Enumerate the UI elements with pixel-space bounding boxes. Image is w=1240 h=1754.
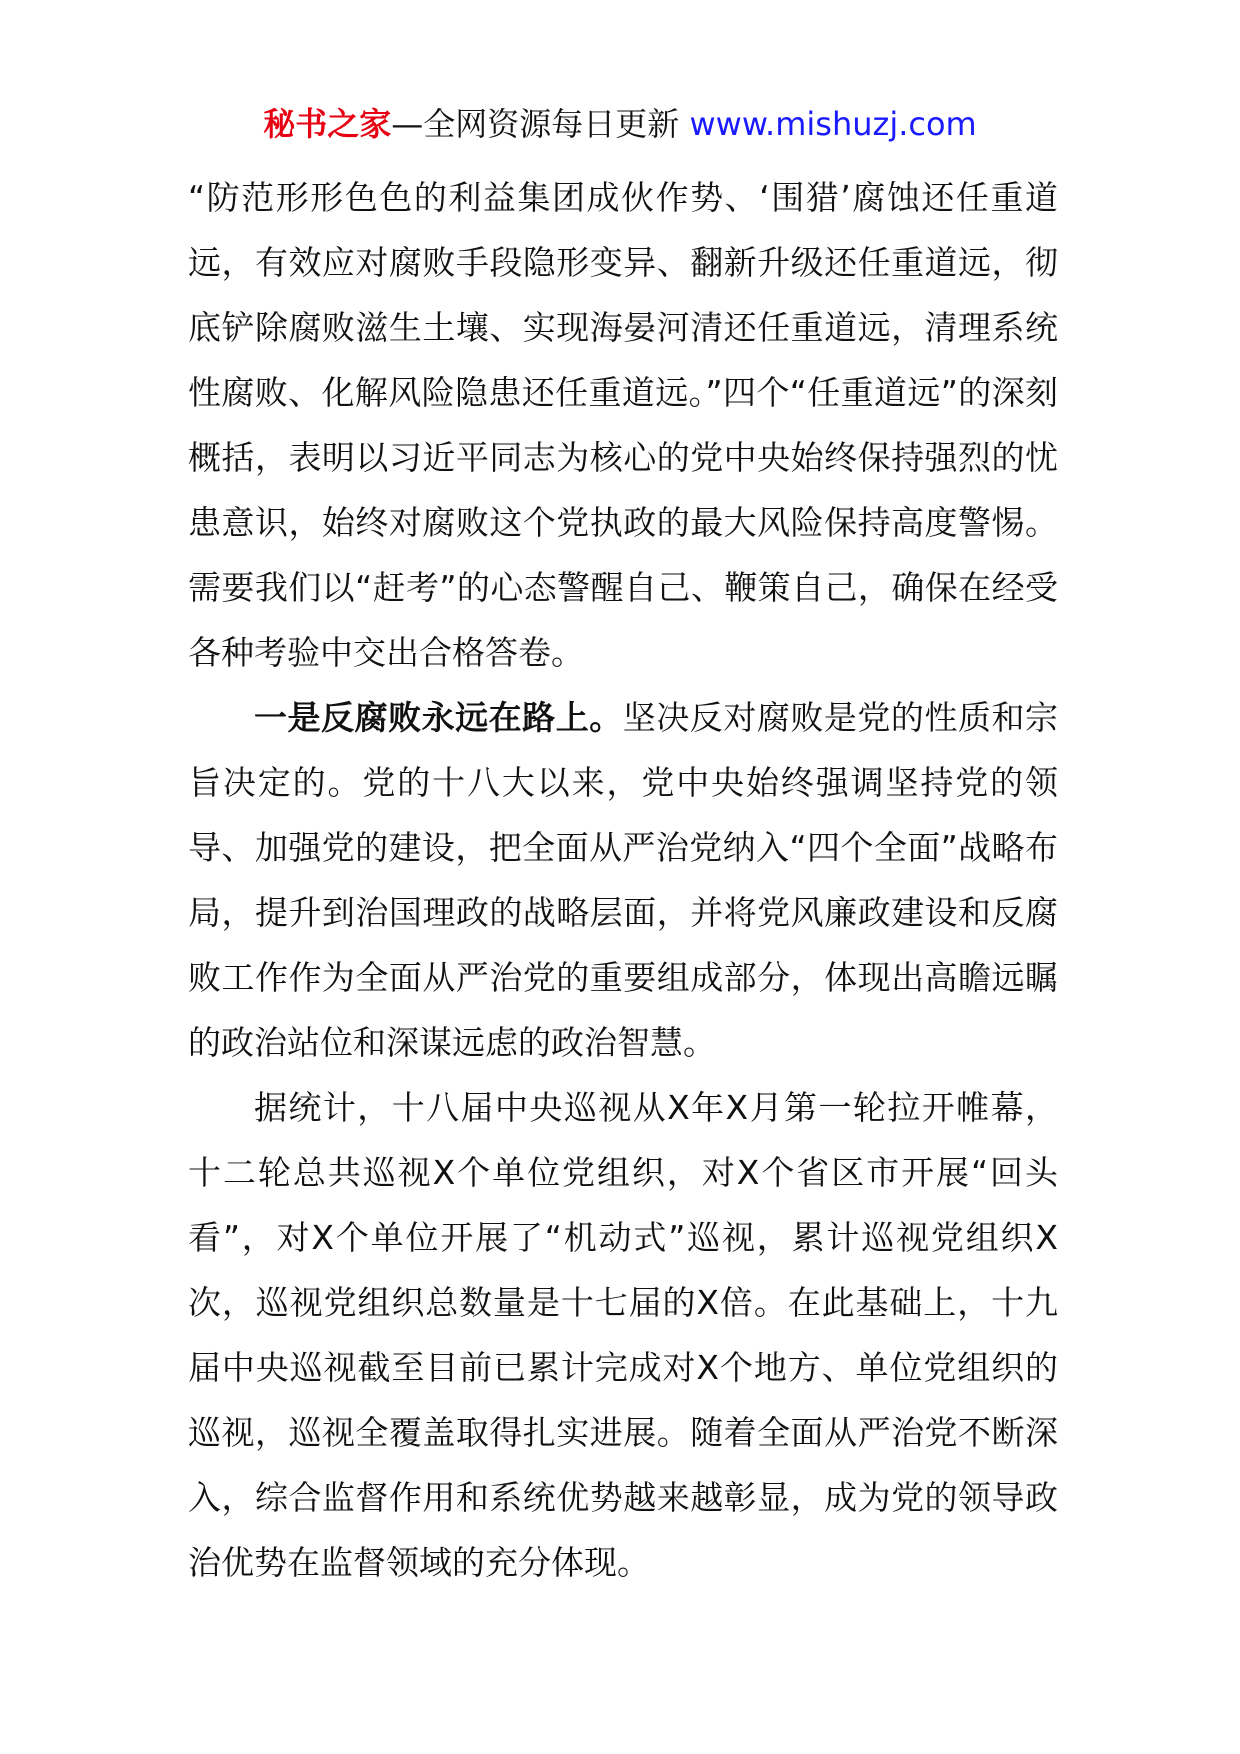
paragraph-3-text: 据统计，十八届中央巡视从X年X月第一轮拉开帷幕，十二轮总共巡视X个单位党组织，对X个省区市开展“回头看”，对X个单位开展了“机动式”巡视，累计巡视党组织X次，巡视党组织总数量是十七届的X倍。在此基础上，十九届中央巡视截至目前已累计完成对X个地方、单位党组织的巡视，巡视全覆盖取得扎实进展。随着全面从严治党不断深入，综合监督作用和系统优势越来越彰显，成为党的领导政治优势在监督领域的充分体现。 xyxy=(188,1088,1058,1582)
paragraph-2 xyxy=(188,685,1058,1075)
document-body xyxy=(188,165,1058,1595)
paragraph-2-lead: 一是反腐败永远在路上。 xyxy=(254,698,623,737)
site-header xyxy=(0,100,1240,148)
site-url-link[interactable]: www.mishuzj.com xyxy=(689,105,977,143)
site-brand: 秘书之家 xyxy=(263,105,392,143)
paragraph-3 xyxy=(188,1075,1058,1595)
site-tagline: —全网资源每日更新 xyxy=(391,105,680,143)
paragraph-2-text: 坚决反对腐败是党的性质和宗旨决定的。党的十八大以来，党中央始终强调坚持党的领导、加强党的建设，把全面从严治党纳入“四个全面”战略布局，提升到治国理政的战略层面，并将党风廉政建设和反腐败工作作为全面从严治党的重要组成部分，体现出高瞻远瞩的政治站位和深谋远虑的政治智慧。 xyxy=(188,698,1059,1062)
paragraph-1-text: “防范形形色色的利益集团成伙作势、‘围猎’腐蚀还任重道远，有效应对腐败手段隐形变异、翻新升级还任重道远，彻底铲除腐败滋生土壤、实现海晏河清还任重道远，清理系统性腐败、化解风险隐患还任重道远。”四个“任重道远”的深刻概括，表明以习近平同志为核心的党中央始终保持强烈的忧患意识，始终对腐败这个党执政的最大风险保持高度警惕。需要我们以“赶考”的心态警醒自己、鞭策自己，确保在经受各种考验中交出合格答卷。 xyxy=(188,178,1058,672)
paragraph-1 xyxy=(188,165,1058,685)
